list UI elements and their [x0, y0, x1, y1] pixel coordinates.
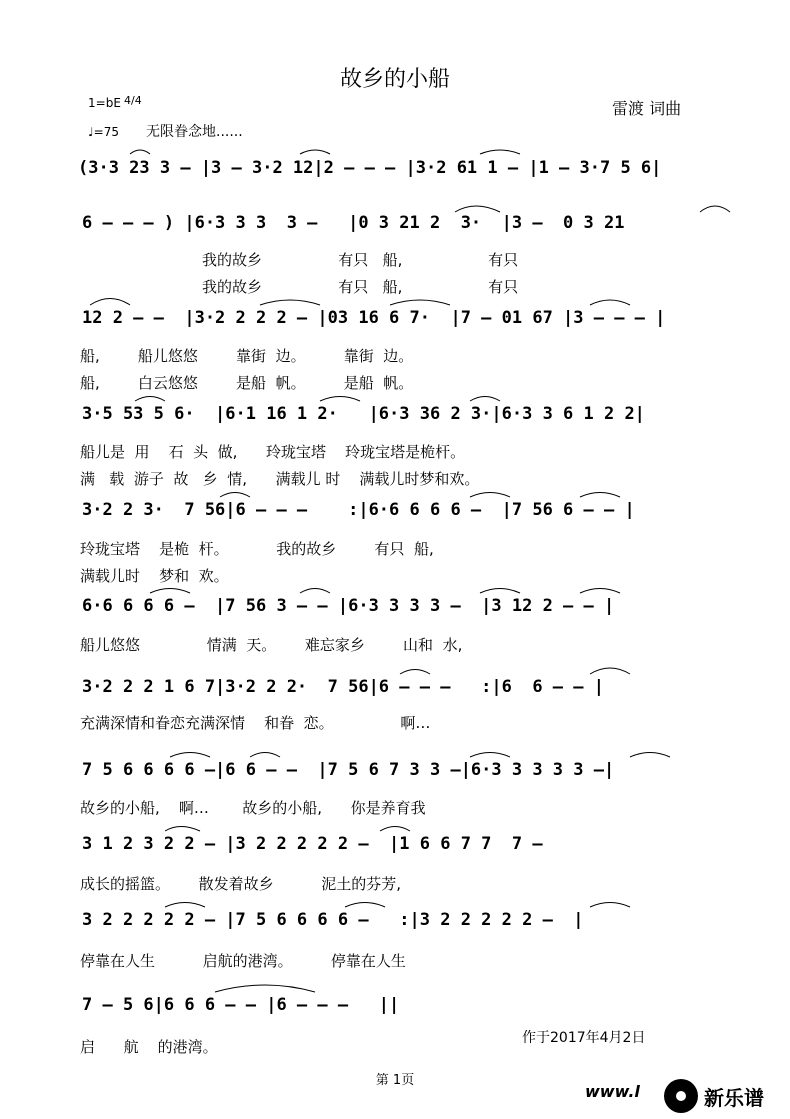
- lyric-line: 船, 白云悠悠 是船 帆。 是船 帆。: [80, 374, 414, 392]
- notation-line-4: 3·5 53 5 6· |6·1 16 1 2· |6·3 36 2 3·|6·3 3 6 1 2 2|: [82, 404, 645, 424]
- notation-line-2: 6 – – – ) |6·3 3 3 3 – |0 3 21 2 3· |3 – 0 3 21: [82, 213, 625, 233]
- site-logo: [660, 1076, 784, 1116]
- lyric-line: 船儿悠悠 情满 天。 难忘家乡 山和 水,: [80, 636, 463, 654]
- time-signature: 4/4: [124, 94, 142, 107]
- notation-line-6: 6·6 6 6 6 – |7 56 3 – – |6·3 3 3 3 – |3 12 2 – – |: [82, 596, 615, 616]
- lyric-line: 充满深情和眷恋充满深情 和眷 恋。 啊…: [80, 714, 431, 732]
- lyric-line: 船儿是 用 石 头 做, 玲珑宝塔 玲珑宝塔是桅杆。: [80, 443, 466, 461]
- composition-date: 作于2017年4月2日: [522, 1030, 646, 1046]
- lyric-line: 停靠在人生 启航的港湾。 停靠在人生: [80, 952, 406, 970]
- lyric-line: 成长的摇篮。 散发着故乡 泥土的芬芳,: [80, 875, 402, 893]
- notation-line-7: 3·2 2 2 1 6 7|3·2 2 2· 7 56|6 – – – :|6 6 – – |: [82, 677, 604, 697]
- notation-line-10: 3 2 2 2 2 2 – |7 5 6 6 6 6 – :|3 2 2 2 2 2 – |: [82, 910, 584, 930]
- watermark-url: www.l: [585, 1082, 640, 1101]
- key-signature: 1=bE 4/4: [88, 94, 142, 110]
- lyric-line: 启 航 的港湾。: [80, 1038, 218, 1056]
- notation-line-3: 12 2 – – |3·2 2 2 2 – |03 16 6 7· |7 – 01 67 |3 – – – |: [82, 308, 666, 328]
- notation-line-8: 7 5 6 6 6 6 –|6 6 – – |7 5 6 7 3 3 –|6·3 3 3 3 3 –|: [82, 760, 615, 780]
- lyric-line: 故乡的小船, 啊… 故乡的小船, 你是养育我: [80, 799, 426, 817]
- lyric-line: 我的故乡 有只 船, 有只: [202, 251, 519, 269]
- logo-text: 新乐谱: [704, 1086, 764, 1110]
- notation-line-1: (3·3 23 3 – |3 – 3·2 12|2 – – – |3·2 61 1 – |1 – 3·7 5 6|: [78, 158, 662, 178]
- song-title: 故乡的小船: [339, 67, 450, 92]
- vinyl-icon: [664, 1079, 698, 1113]
- notation-line-11: 7 – 5 6|6 6 6 – – |6 – – – ||: [82, 995, 400, 1015]
- lyric-line: 满 载 游子 故 乡 情, 满载儿 时 满载儿时梦和欢。: [80, 470, 480, 488]
- notation-line-5: 3·2 2 3· 7 56|6 – – – :|6·6 6 6 6 – |7 56 6 – – |: [82, 500, 635, 520]
- lyric-line: 我的故乡 有只 船, 有只: [202, 278, 519, 296]
- page-number: 第 1页: [375, 1073, 415, 1088]
- expression-marking: 无限眷念地......: [146, 124, 243, 140]
- lyric-line: 玲珑宝塔 是桅 杆。 我的故乡 有只 船,: [80, 540, 434, 558]
- notation-line-9: 3 1 2 3 2 2 – |3 2 2 2 2 2 – |1 6 6 7 7 7 –: [82, 834, 543, 854]
- tempo-marking: ♩=75: [88, 125, 119, 139]
- lyric-line: 满载儿时 梦和 欢。: [80, 567, 229, 585]
- lyric-line: 船, 船儿悠悠 靠街 边。 靠街 边。: [80, 347, 414, 365]
- composer-credit: 雷渡 词曲: [612, 99, 682, 118]
